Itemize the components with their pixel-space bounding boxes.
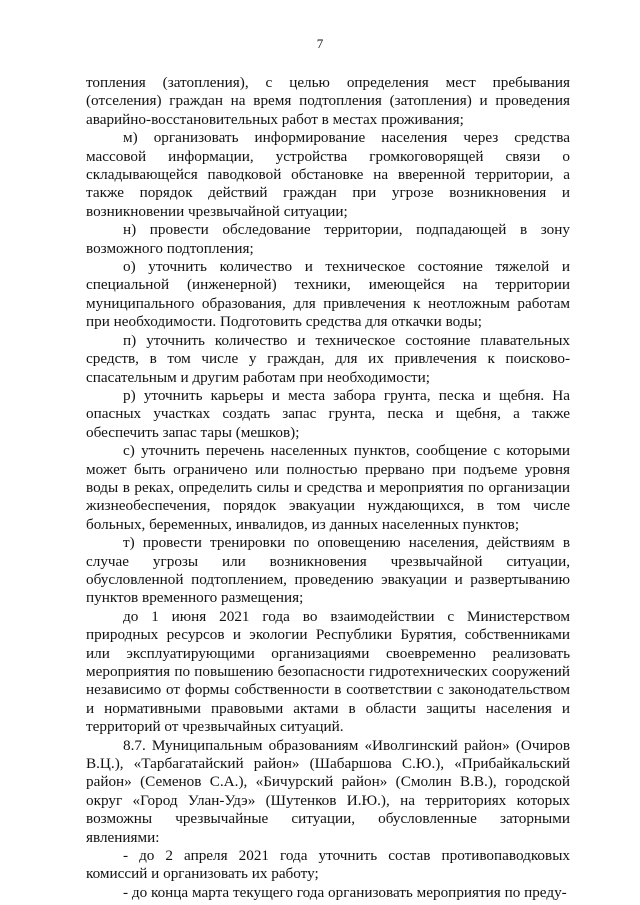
- paragraph-item-m: м) организовать информирование населения через средства массовой информации, устройства громкоговорящей связи о складывающейся паводковой обстановке на вверенной территории, а также порядок действий граждан при угрозе возникновения и возникновении чрезвычайной ситуации;: [86, 129, 570, 220]
- paragraph-bullet-march: - до конца марта текущего года организовать мероприятия по преду-: [123, 883, 567, 901]
- paragraph-item-t: т) провести тренировки по оповещению населения, действиям в случае угрозы или возникновения чрезвычайной ситуации, обусловленной подтоплением, проведению эвакуации и развертыванию пунктов временного размещения;: [86, 534, 570, 607]
- paragraph-item-p: п) уточнить количество и техническое состояние плавательных средств, в том числе у граждан, для их привлечения к поисково-спасательным и другим работам при необходимости;: [86, 331, 570, 386]
- page-number: 7: [316, 36, 324, 51]
- paragraph-item-r: р) уточнить карьеры и места забора грунта, песка и щебня. На опасных участках создать запас грунта, песка и щебня, а также обеспечить запас тары (мешков);: [86, 386, 570, 441]
- paragraph-bullet-commissions: - до 2 апреля 2021 года уточнить состав противопаводковых комиссий и организовать их работу;: [86, 847, 570, 883]
- paragraph-item-o: о) уточнить количество и техническое состояние тяжелой и специальной (инженерной) техники, имеющейся на территории муниципального образования, для привлечения к неотложным работам при необходимости. Подготовить средства для откачки воды;: [86, 258, 570, 331]
- document-body: [86, 74, 570, 902]
- paragraph-section-8-7: 8.7. Муниципальным образованиям «Иволгинский район» (Очиров В.Ц.), «Тарбагатайский район» (Шабаршова С.Ю.), «Прибайкальский район» (Семенов С.А.), «Бичурский район» (Смолин В.В.), городской округ «Город Улан-Удэ» (Шутенков И.Ю.), на территориях которых возможны чрезвычайные ситуации, обусловленные заторными явлениями:: [86, 736, 570, 846]
- paragraph-item-s: с) уточнить перечень населенных пунктов, сообщение с которыми может быть ограничено или полностью прервано при подъеме уровня воды в реках, определить силы и средства и мероприятия по организации жизнеобеспечения, порядок эвакуации нуждающихся, в том числе больных, беременных, инвалидов, из данных населенных пунктов;: [86, 442, 570, 533]
- paragraph-item-n: н) провести обследование территории, подпадающей в зону возможного подтопления;: [86, 221, 570, 257]
- paragraph-flooding-continuation: топления (затопления), с целью определения мест пребывания (отселения) граждан на время подтопления (затопления) и проведения аварийно-восстановительных работ в местах проживания;: [86, 74, 570, 128]
- paragraph-june-deadline: до 1 июня 2021 года во взаимодействии с Министерством природных ресурсов и экологии Республики Бурятия, собственниками или эксплуатирующими организациями своевременно реализовать мероприятия по повышению безопасности гидротехнических сооружений независимо от формы собственности в соответствии с законодательством и нормативными правовыми актами в области защиты населения и территорий от чрезвычайных ситуаций.: [86, 607, 570, 736]
